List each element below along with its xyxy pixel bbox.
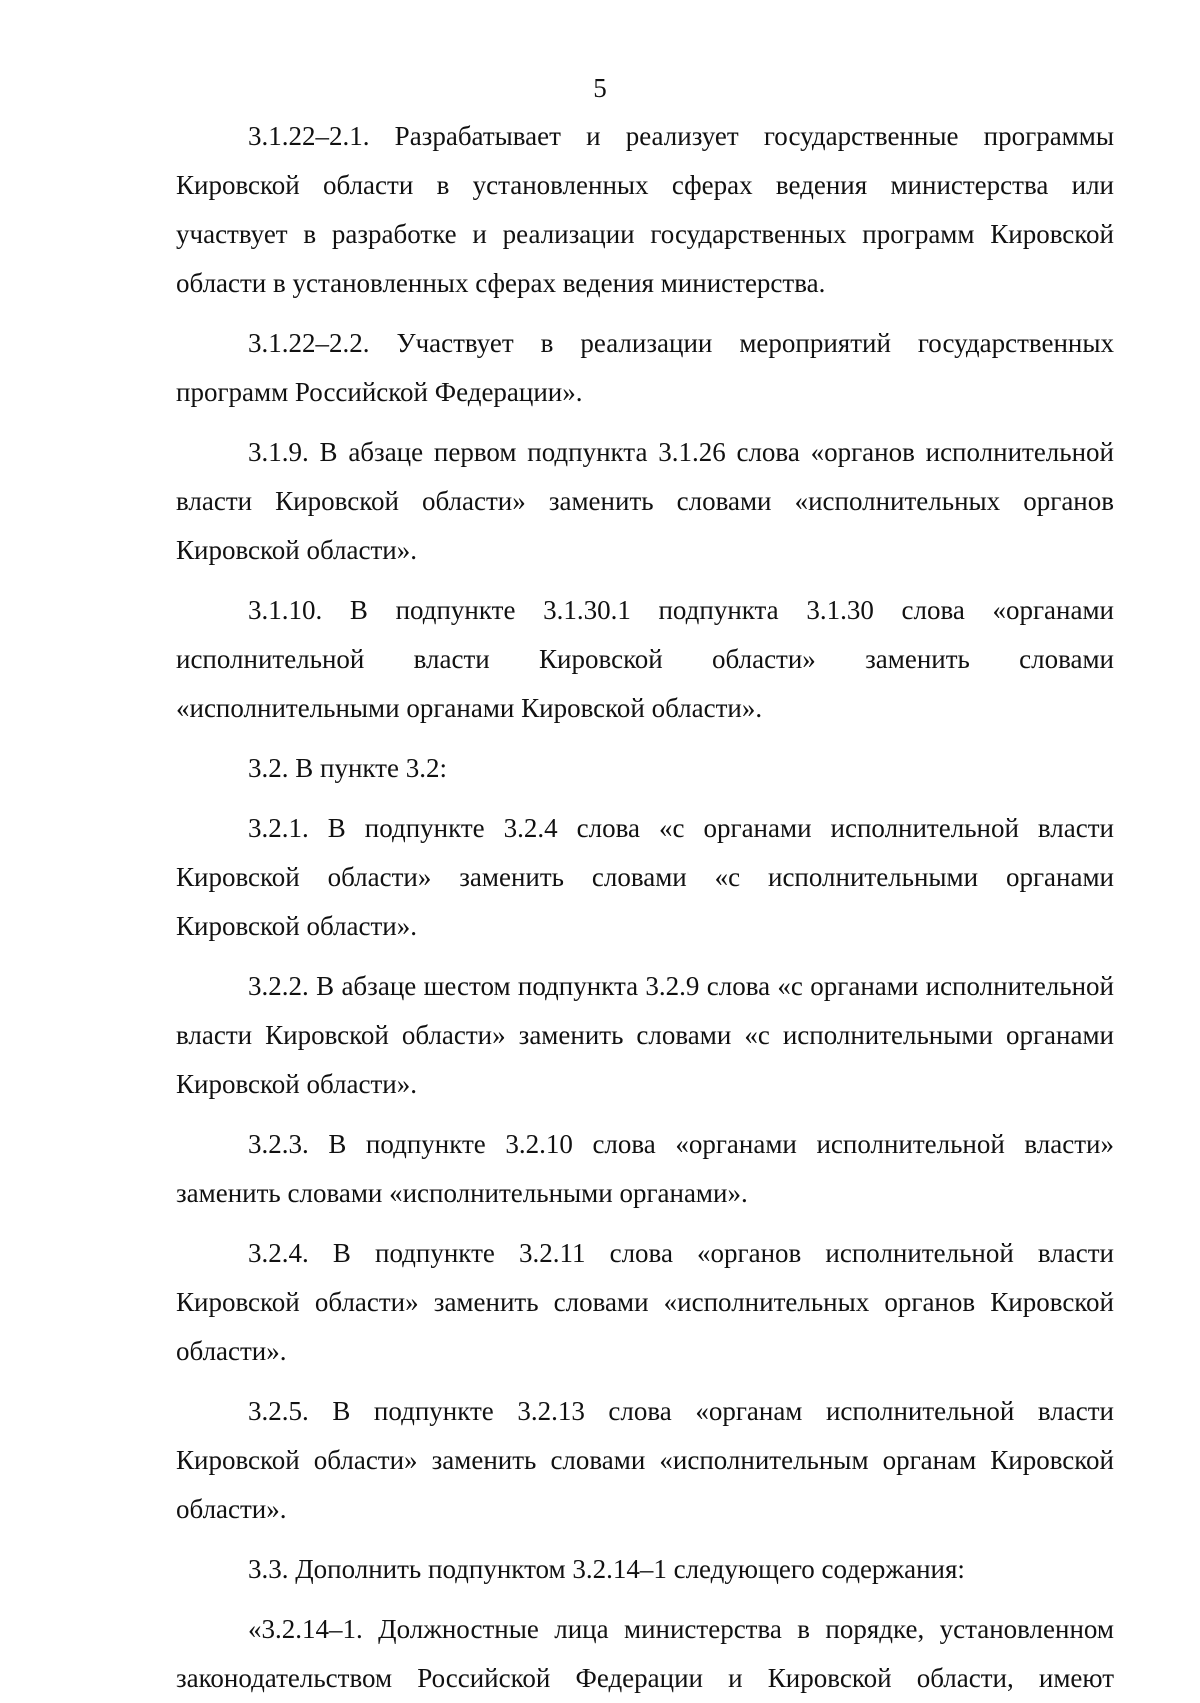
paragraph-3-1-22-2-1: 3.1.22–2.1. Разрабатывает и реализует государственные программы Кировской области в установленных сферах ведения министерства или участвует в разработке и реализации государственных программ Кировской области в установленных сферах ведения министерства.: [176, 121, 1114, 298]
paragraph-3-3: 3.3. Дополнить подпунктом 3.2.14–1 следующего содержания:: [248, 1554, 965, 1584]
paragraph-3-2: 3.2. В пункте 3.2:: [248, 753, 447, 783]
paragraph-3-1-9: 3.1.9. В абзаце первом подпункта 3.1.26 слова «органов исполнительной власти Кировской области» заменить словами «исполнительных органов Кировской области».: [176, 437, 1114, 565]
page-number: 5: [593, 73, 607, 103]
document-body: [176, 112, 1114, 1703]
paragraph-3-2-4: 3.2.4. В подпункте 3.2.11 слова «органов исполнительной власти Кировской области» заменить словами «исполнительных органов Кировской области».: [176, 1238, 1114, 1366]
paragraph-3-2-3: 3.2.3. В подпункте 3.2.10 слова «органами исполнительной власти» заменить словами «исполнительными органами».: [176, 1129, 1114, 1208]
paragraph-3-2-2: 3.2.2. В абзаце шестом подпункта 3.2.9 слова «с органами исполнительной власти Кировской области» заменить словами «с исполнительными органами Кировской области».: [176, 971, 1114, 1099]
paragraph-3-1-10: 3.1.10. В подпункте 3.1.30.1 подпункта 3.1.30 слова «органами исполнительной власти Кировской области» заменить словами «исполнительными органами Кировской области».: [176, 595, 1114, 723]
paragraph-3-2-1: 3.2.1. В подпункте 3.2.4 слова «с органами исполнительной власти Кировской области» заменить словами «с исполнительными органами Кировской области».: [176, 813, 1114, 941]
paragraph-3-2-14-1: «3.2.14–1. Должностные лица министерства в порядке, установленном законодательством Российской Федерации и Кировской области, имеют: [176, 1614, 1114, 1693]
paragraph-3-1-22-2-2: 3.1.22–2.2. Участвует в реализации мероприятий государственных программ Российской Федерации».: [176, 328, 1114, 407]
paragraph-3-2-5: 3.2.5. В подпункте 3.2.13 слова «органам исполнительной власти Кировской области» заменить словами «исполнительным органам Кировской области».: [176, 1396, 1114, 1524]
